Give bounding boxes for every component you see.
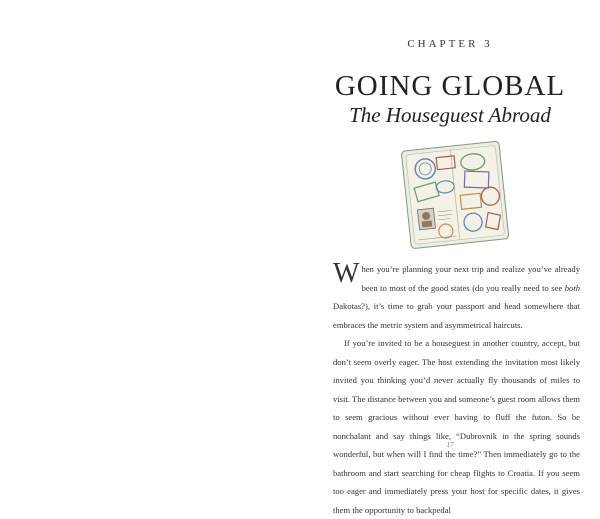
paragraph-1-text-end: Dakotas?), it’s time to grab your passport and head somewhere that embraces the metric system and asymmetrical haircuts. — [333, 301, 580, 330]
page-number: 17 — [446, 441, 454, 449]
chapter-title: GOING GLOBAL — [334, 70, 566, 102]
paragraph-1 — [333, 260, 580, 334]
chapter-body — [333, 260, 580, 519]
right-page — [300, 0, 600, 515]
paragraph-1-text: hen you’re planning your next trip and realize you’ve already been to most of the good states (do you really need to see — [361, 264, 580, 293]
paragraph-1-emphasis: both — [564, 282, 580, 293]
paragraph-2: If you’re invited to be a houseguest in another country, accept, but don’t seem overly eager. The host extending the invitation most likely invited you thinking you’d never actually fly thousands of miles to visit. The distance between you and someone’s guest room allows them to seem gracious without ever having to fluff the futon. So be nonchalant and say things like, “Dubrovnik in the spring sounds wonderful, but when will I find the time?” Then immediately go to the bathroom and start searching for cheap flights to Croatia. If you seem too eager and immediately press your host for specific dates, it gives them the opportunity to backpedal — [333, 338, 580, 515]
chapter-label: CHAPTER 3 — [407, 38, 493, 50]
drop-cap: W — [333, 258, 360, 289]
chapter-subtitle: The Houseguest Abroad — [349, 103, 551, 127]
passport-illustration — [394, 138, 514, 250]
